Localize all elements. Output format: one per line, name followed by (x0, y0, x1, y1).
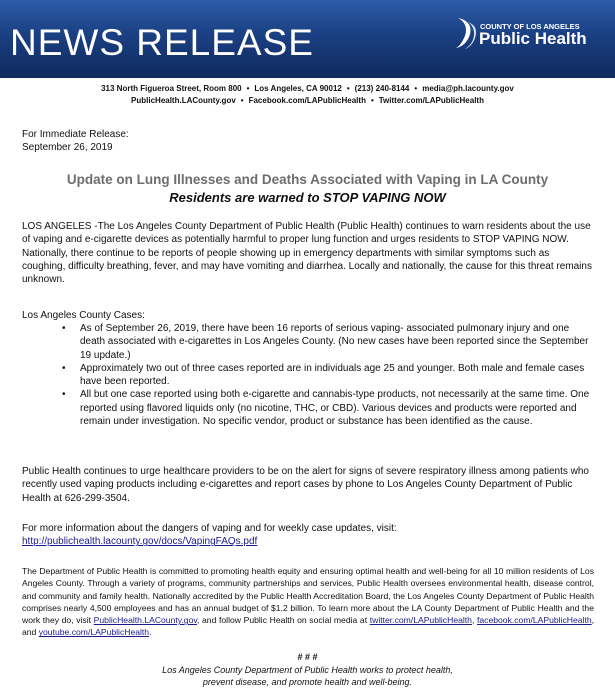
about-paragraph: The Department of Public Health is committed to promoting health equity and ensuring optimal health and well-being for all 10 million residents of Los Angeles County. Through a variety of programs, community partnerships and services, Public Health oversees environmental health, disease control, and community and family health. Nationally accredited by the Public Health Accreditation Board, the Los Angeles County Department of Public Health comprises nearly 4,500 employees and has an annual budget of $1.2 billion. To learn more about the LA County Department of Public Health and the work they do, visit PublicHealth.LACounty.gov, and follow Public Health on social media at twitter.com/LAPublicHealth, facebook.com/LAPublicHealth, and youtube.com/LAPublicHealth. (22, 566, 595, 638)
city: Los Angeles, CA 90012 (254, 84, 342, 93)
cases-list (62, 322, 596, 428)
twitter-link[interactable]: Twitter.com/LAPublicHealth (378, 96, 484, 105)
intro-paragraph: LOS ANGELES -The Los Angeles County Department of Public Health (Public Health) continues to warn residents about the use of vaping and e-cigarette devices as potentially harmful to proper lung function and urges residents to STOP VAPING NOW. Nationally, there continue to be reports of people showing up in emergency departments with similar symptoms such as coughing, difficulty breathing, fever, and may have vomiting and diarrhea. Locally and nationally, the cause for this threat remains unknown. (22, 221, 592, 286)
release-label: For Immediate Release: (22, 129, 129, 140)
list-item: • As of September 26, 2019, there have been 16 reports of serious vaping- associated pulmonary injury and one death associated with e-cigarettes in Los Angeles County. (No new cases have been reported since the September 19 update.) (62, 322, 596, 362)
about-text-3: , and (22, 615, 595, 638)
website-link[interactable]: PublicHealth.LACounty.gov (131, 96, 236, 105)
logo-county-text: COUNTY OF LOS ANGELES (480, 22, 580, 31)
more-info-paragraph (22, 522, 594, 549)
contact-line-2: PublicHealth.LACounty.gov • Facebook.com/LAPublicHealth • Twitter.com/LAPublicHealth (131, 96, 484, 105)
list-item: • All but one case reported using both e-cigarette and cannabis-type products, not necessarily at the same time. One reported using flavored liquids only (no nicotine, THC, or CBD). Various devices and products were reported and remain under investigation. No specific vendor, product or substance has been identified as the cause. (62, 388, 596, 428)
tagline-line-1: Los Angeles County Department of Public Health works to protect health, (162, 665, 453, 675)
list-item: • Approximately two out of three cases reported are in individuals age 25 and younger. Both male and female cases have been reported. (62, 362, 596, 389)
logo-public-health-text: Public Health (479, 29, 587, 48)
public-health-logo (452, 16, 602, 60)
providers-paragraph: Public Health continues to urge healthcare providers to be on the alert for signs of severe respiratory illness among patients who recently used vaping products including e-cigarettes and report cases by phone to Los Angeles County Department of Public Health at 626-299-3504. (22, 466, 589, 504)
about-text-1: The Department of Public Health is committed to promoting health equity and ensuring optimal health and well-being for all 10 million residents of Los Angeles County. Through a variety of programs, community partnerships and services, Public Health oversees environmental health, disease control, and community and family health. Nationally accredited by the Public Health Accreditation Board, the Los Angeles County Department of Public Health comprises nearly 4,500 employees and has an annual budget of $1.2 billion. To learn more about the LA County Department of Public Health and the work they do, visit (22, 566, 594, 626)
website-link[interactable]: PublicHealth.LACounty.gov (93, 615, 198, 626)
banner-title: NEWS RELEASE (10, 22, 314, 63)
address: 313 North Figueroa Street, Room 800 (101, 84, 242, 93)
cases-title: Los Angeles County Cases: (22, 310, 145, 321)
end-mark: # # # (297, 652, 318, 662)
phone: (213) 240-8144 (354, 84, 410, 93)
release-info (22, 128, 129, 154)
release-date: September 26, 2019 (22, 142, 113, 153)
about-text-2: , and follow Public Health on social media at (197, 615, 368, 626)
facebook-link[interactable]: facebook.com/LAPublicHealth (476, 615, 592, 626)
more-info-text: For more information about the dangers of vaping and for weekly case updates, visit: (22, 523, 397, 534)
subheadline: Residents are warned to STOP VAPING NOW (169, 190, 446, 205)
facebook-link[interactable]: Facebook.com/LAPublicHealth (248, 96, 366, 105)
youtube-link[interactable]: youtube.com/LAPublicHealth (38, 627, 150, 638)
news-release-banner (0, 0, 615, 78)
tagline (0, 664, 615, 688)
tagline-line-2: prevent disease, and promote health and well-being. (202, 677, 413, 687)
county-seal-icon (452, 16, 478, 50)
faq-link[interactable]: http://publichealth.lacounty.gov/docs/VapingFAQs.pdf (22, 536, 258, 548)
twitter-link[interactable]: twitter.com/LAPublicHealth (369, 615, 472, 626)
email-link[interactable]: media@ph.lacounty.gov (422, 84, 514, 93)
headline: Update on Lung Illnesses and Deaths Associated with Vaping in LA County (66, 172, 549, 187)
about-text-4: . (149, 627, 152, 638)
contact-line-1: 313 North Figueroa Street, Room 800 • Los Angeles, CA 90012 • (213) 240-8144 • media@ph.lacounty.gov (101, 84, 514, 93)
